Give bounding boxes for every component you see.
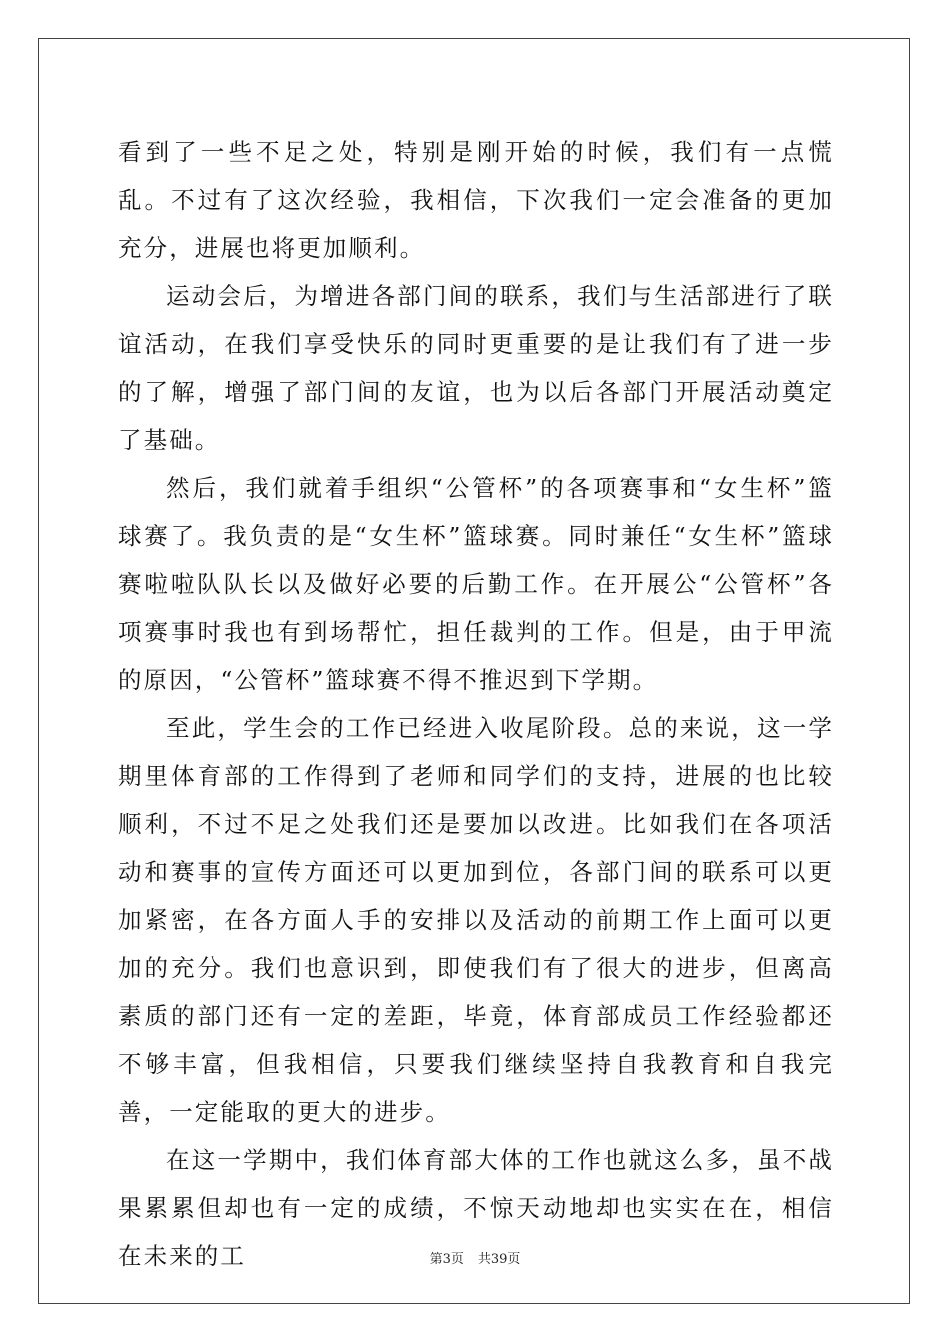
paragraph-1: 看到了一些不足之处，特别是刚开始的时候，我们有一点慌乱。不过有了这次经验，我相信，下次我们一定会准备的更加充分，进展也将更加顺利。 — [118, 138, 834, 262]
paragraph-3: 然后，我们就着手组织“公管杯”的各项赛事和“女生杯”篮球赛了。我负责的是“女生杯”篮球赛。同时兼任“女生杯”篮球赛啦啦队队长以及做好必要的后勤工作。在开展公“公管杯”各项赛事时我也有到场帮忙，担任裁判的工作。但是，由于甲流的原因，“公管杯”篮球赛不得不推迟到下学期。 — [118, 474, 834, 694]
page-total: 共39页 — [477, 1252, 521, 1267]
page-number: 第3页 — [429, 1252, 464, 1267]
paragraph-5: 在这一学期中，我们体育部大体的工作也就这么多，虽不战果累累但却也有一定的成绩，不惊天动地却也实实在在，相信在未来的工 — [118, 1146, 834, 1270]
page-footer — [0, 1248, 950, 1267]
paragraph-4: 至此，学生会的工作已经进入收尾阶段。总的来说，这一学期里体育部的工作得到了老师和同学们的支持，进展的也比较顺利，不过不足之处我们还是要加以改进。比如我们在各项活动和赛事的宣传方面还可以更加到位，各部门间的联系可以更加紧密，在各方面人手的安排以及活动的前期工作上面可以更加的充分。我们也意识到，即使我们有了很大的进步，但离高素质的部门还有一定的差距，毕竟，体育部成员工作经验都还不够丰富，但我相信，只要我们继续坚持自我教育和自我完善，一定能取的更大的进步。 — [118, 714, 834, 1126]
paragraph-2: 运动会后，为增进各部门间的联系，我们与生活部进行了联谊活动，在我们享受快乐的同时更重要的是让我们有了进一步的了解，增强了部门间的友谊，也为以后各部门开展活动奠定了基础。 — [118, 282, 834, 454]
document-body — [118, 128, 834, 1280]
